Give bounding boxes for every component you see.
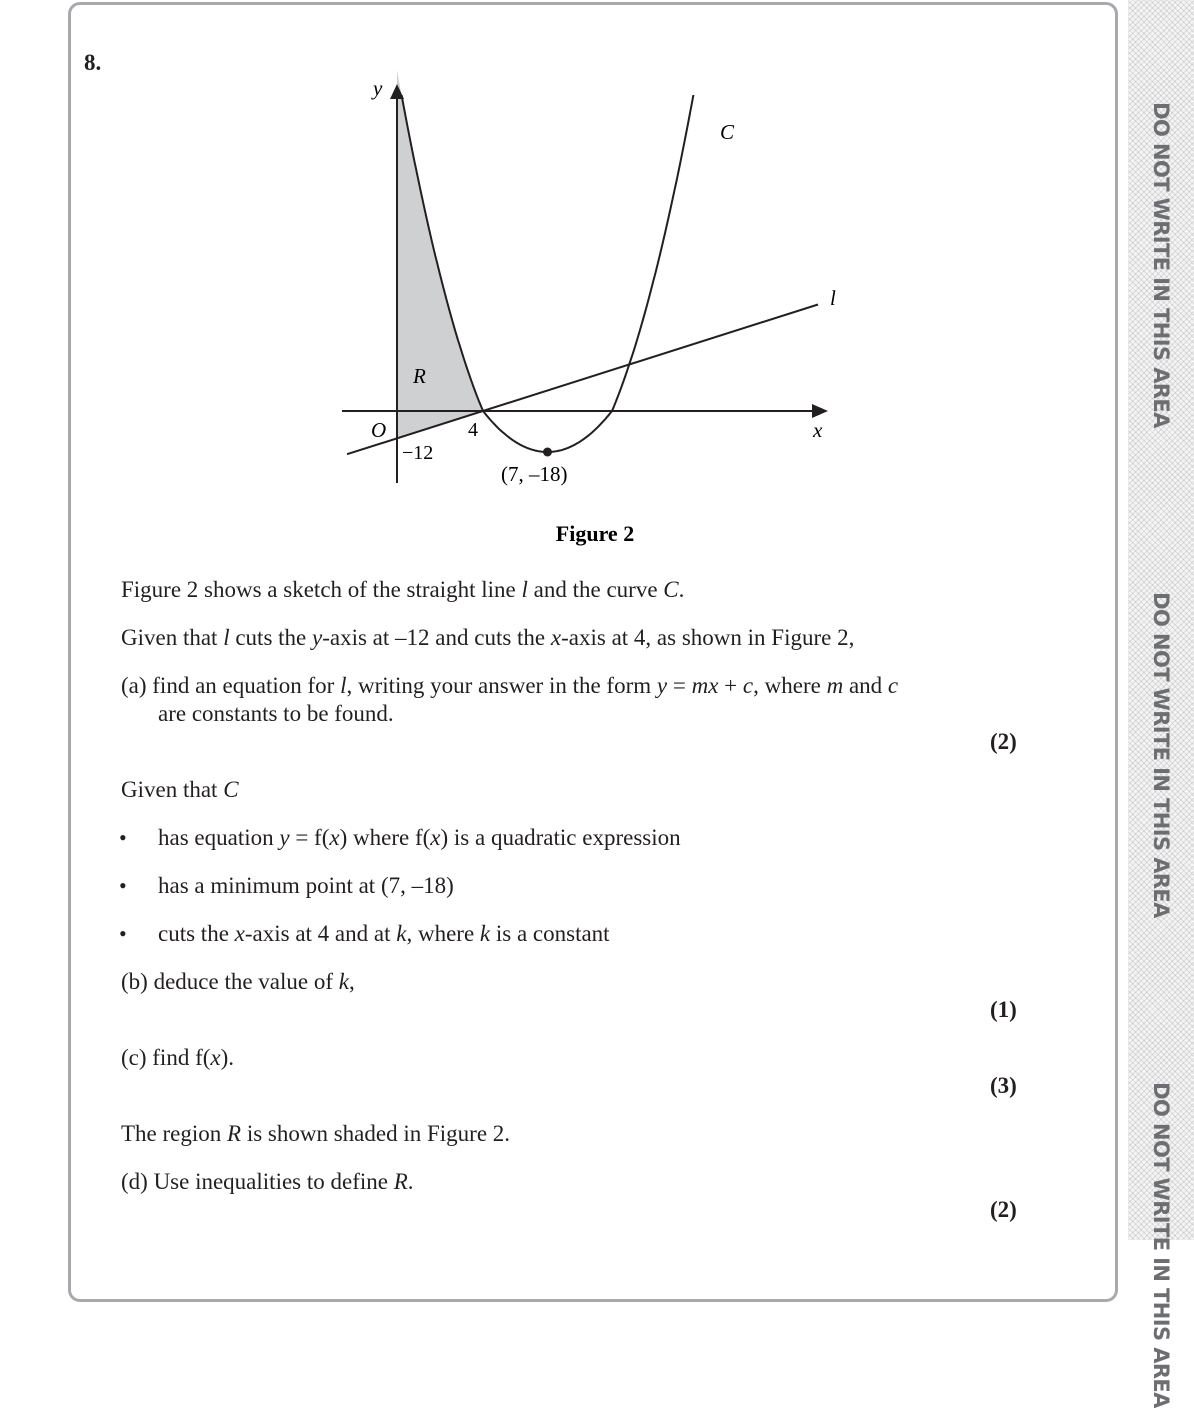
x-axis-arrow-icon — [812, 404, 828, 418]
y-axis-label: y — [373, 76, 383, 100]
intro-text: Figure 2 shows a sketch of the straight line l and the curve C. — [121, 577, 685, 602]
marks-part-c: (3) — [990, 1073, 1017, 1098]
part-a-text-continued: are constants to be found. — [158, 701, 394, 726]
minimum-point-label: (7, –18) — [501, 462, 568, 486]
curve-label: C — [720, 120, 735, 144]
given-c-text: Given that C — [121, 777, 239, 802]
line-label: l — [830, 286, 836, 310]
x-intercept-label: 4 — [468, 419, 478, 441]
part-a-text: (a) find an equation for l, writing your answer in the form y = mx + c, where m and c — [121, 673, 899, 698]
marks-part-b: (1) — [990, 997, 1017, 1022]
margin-warning: DO NOT WRITE IN THIS AREA — [1149, 102, 1173, 428]
region-label: R — [413, 364, 426, 388]
question-number: 8. — [84, 50, 102, 75]
margin-warning: DO NOT WRITE IN THIS AREA — [1149, 592, 1173, 918]
x-axis-label: x — [813, 418, 823, 442]
bullet-icon: • — [119, 825, 127, 850]
region-r-shading — [397, 70, 483, 438]
marks-part-d: (2) — [990, 1197, 1017, 1222]
part-c-text: (c) find f(x). — [121, 1045, 235, 1070]
bullet-minimum: has a minimum point at (7, –18) — [158, 873, 454, 898]
given-l-text: Given that l cuts the y-axis at –12 and cuts the x-axis at 4, as shown in Figure 2, — [121, 625, 855, 650]
bullet-intercepts: cuts the x-axis at 4 and at k, where k is a constant — [158, 921, 610, 946]
margin-warning: DO NOT WRITE IN THIS AREA — [1149, 1082, 1173, 1408]
region-text: The region R is shown shaded in Figure 2. — [121, 1121, 511, 1146]
bullet-equation: has equation y = f(x) where f(x) is a quadratic expression — [158, 825, 681, 850]
minimum-point-marker — [543, 448, 552, 457]
figure-caption: Figure 2 — [555, 521, 635, 546]
bullet-icon: • — [119, 921, 127, 946]
origin-label: O — [371, 418, 387, 442]
marks-part-a: (2) — [990, 729, 1017, 754]
part-b-text: (b) deduce the value of k, — [121, 969, 355, 994]
figure-2 — [0, 0, 1128, 560]
bullet-icon: • — [119, 873, 127, 898]
part-d-text: (d) Use inequalities to define R. — [121, 1169, 414, 1194]
y-intercept-label: −12 — [402, 442, 434, 464]
margin-strip — [1128, 0, 1194, 1408]
